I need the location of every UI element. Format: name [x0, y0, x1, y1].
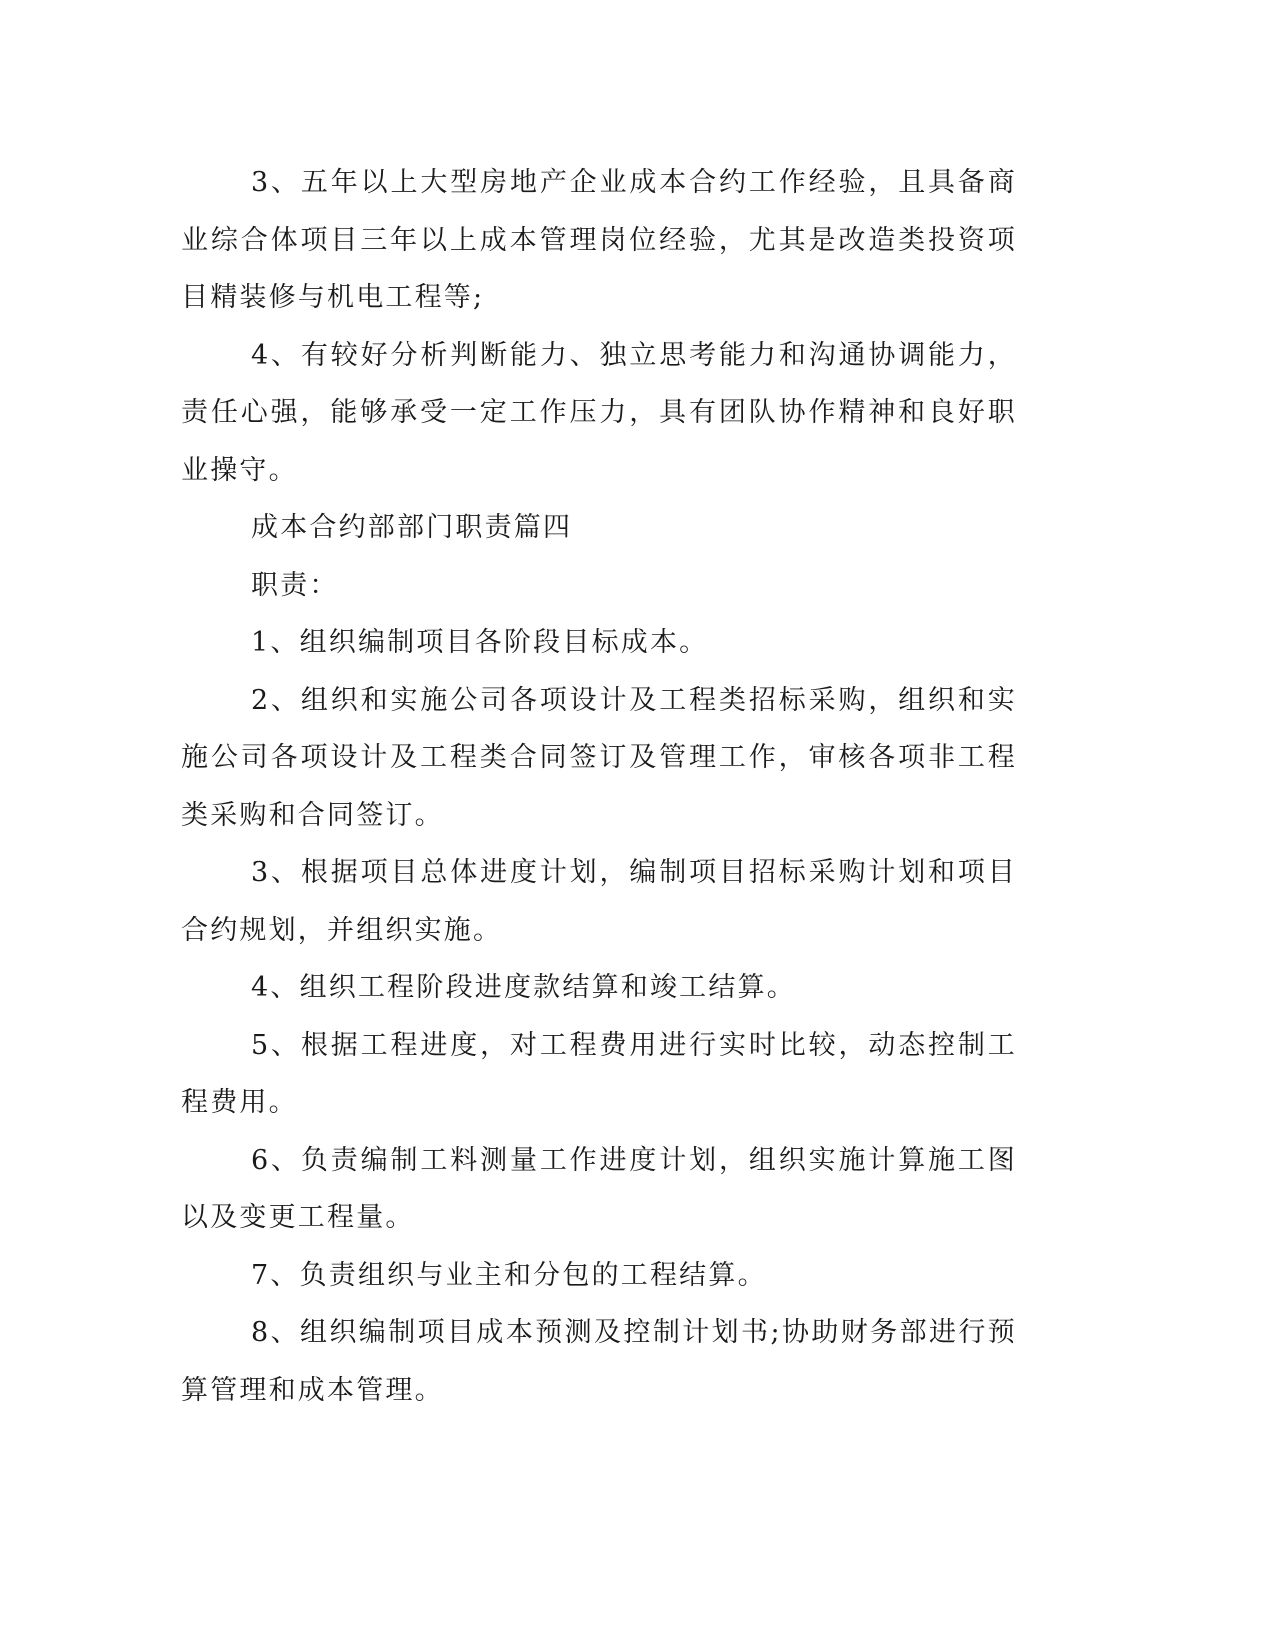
duty-item-4: 4、组织工程阶段进度款结算和竣工结算。: [251, 972, 796, 1003]
duty-item-5: 5、根据工程进度，对工程费用进行实时比较，动态控制工程费用。: [181, 1029, 1017, 1118]
duty-item-1: 1、组织编制项目各阶段目标成本。: [251, 627, 709, 658]
duty-item-3: 3、根据项目总体进度计划，编制项目招标采购计划和项目合约规划，并组织实施。: [181, 857, 1017, 946]
document-body: [181, 154, 1017, 1419]
requirement-paragraph-3: 3、五年以上大型房地产企业成本合约工作经验，且具备商业综合体项目三年以上成本管理岗位经验，尤其是改造类投资项目精装修与机电工程等;: [181, 167, 1017, 313]
section-label: 职责：: [251, 569, 339, 601]
duty-item-8: 8、组织编制项目成本预测及控制计划书;协助财务部进行预算管理和成本管理。: [181, 1317, 1017, 1406]
duty-item-6: 6、负责编制工料测量工作进度计划，组织实施计算施工图以及变更工程量。: [181, 1144, 1017, 1233]
duty-item-2: 2、组织和实施公司各项设计及工程类招标采购，组织和实施公司各项设计及工程类合同签订及管理工作，审核各项非工程类采购和合同签订。: [181, 684, 1017, 831]
section-title: 成本合约部部门职责篇四: [251, 512, 573, 543]
requirement-paragraph-4: 4、有较好分析判断能力、独立思考能力和沟通协调能力，责任心强，能够承受一定工作压力，具有团队协作精神和良好职业操守。: [181, 339, 1017, 486]
duty-item-7: 7、负责组织与业主和分包的工程结算。: [251, 1259, 767, 1291]
